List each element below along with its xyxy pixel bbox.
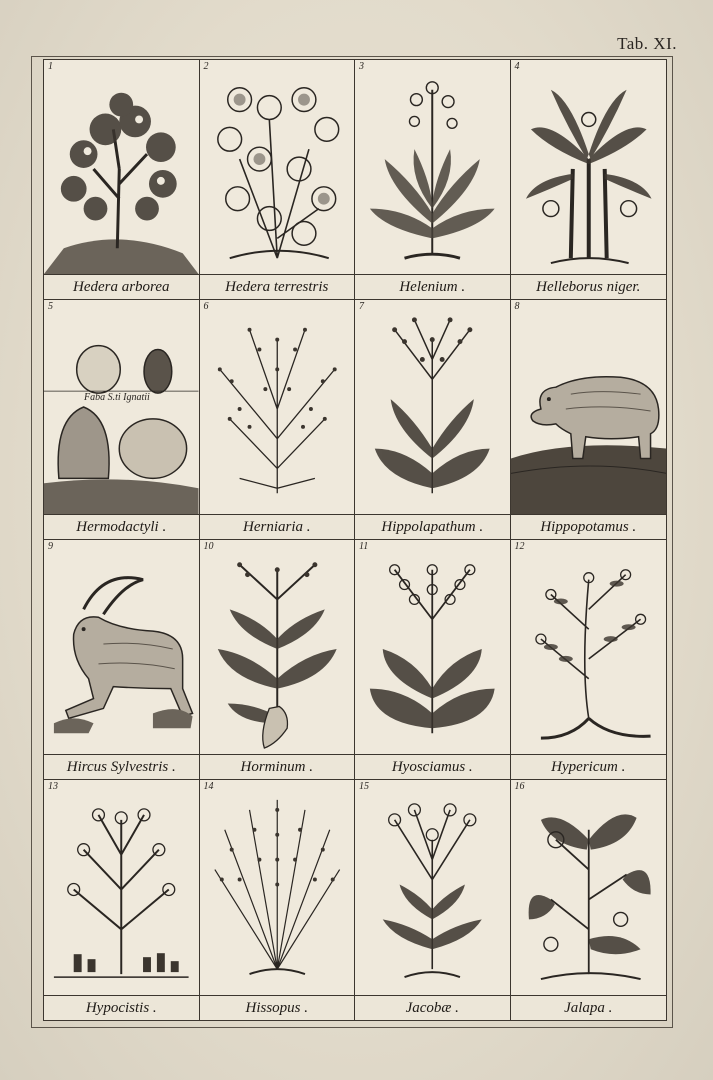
illustration-7 xyxy=(355,300,510,515)
engraving-grid xyxy=(43,59,667,1021)
cell-number: 7 xyxy=(359,301,364,312)
illustration-8 xyxy=(511,300,667,515)
cell-number: 16 xyxy=(514,781,525,792)
plate-cell-7 xyxy=(355,300,511,540)
hyssop-plant-icon xyxy=(200,780,355,995)
cell-number: 15 xyxy=(359,781,369,792)
illustration-6 xyxy=(200,300,355,515)
st-johns-wort-icon xyxy=(511,540,667,754)
illustration-2 xyxy=(200,60,355,275)
illustration-9 xyxy=(44,540,199,755)
plate-cell-6 xyxy=(200,300,356,540)
plate-cell-2 xyxy=(200,60,356,300)
plate-cell-3 xyxy=(355,60,511,300)
illustration-12 xyxy=(511,540,667,755)
illustration-15 xyxy=(355,780,510,996)
caption-6: Herniaria . xyxy=(200,515,355,539)
illustration-13 xyxy=(44,780,199,996)
plate-cell-9 xyxy=(44,540,200,780)
hippopotamus-icon xyxy=(511,300,667,514)
bushy-herb-icon xyxy=(200,300,355,514)
caption-2: Hedera terrestris xyxy=(200,275,355,299)
caption-10: Horminum . xyxy=(200,755,355,779)
illustration-3 xyxy=(355,60,510,275)
caption-3: Helenium . xyxy=(355,275,510,299)
cell-number: 6 xyxy=(203,301,209,312)
seed-inscription: Faba S.ti Ignatii xyxy=(84,392,150,403)
caption-14: Hissopus . xyxy=(200,996,355,1020)
illustration-5 xyxy=(44,300,199,515)
bulbs-seeds-icon xyxy=(44,300,199,514)
cell-number: 13 xyxy=(48,781,58,792)
plate-cell-13 xyxy=(44,780,200,1020)
illustration-10 xyxy=(200,540,355,755)
plate-cell-16 xyxy=(511,780,667,1020)
caption-13: Hypocistis . xyxy=(44,996,199,1020)
cell-number: 5 xyxy=(48,301,53,312)
plate-cell-1 xyxy=(44,60,200,300)
cell-number: 9 xyxy=(48,541,53,552)
cell-number: 8 xyxy=(514,301,520,312)
plate-cell-14 xyxy=(200,780,356,1020)
plate-cell-8 xyxy=(511,300,667,540)
dock-plant-icon xyxy=(355,300,510,514)
caption-8: Hippopotamus . xyxy=(511,515,667,539)
plate-cell-4 xyxy=(511,60,667,300)
plate-label: Tab. XI. xyxy=(617,34,677,53)
cell-number: 1 xyxy=(48,61,53,72)
caption-7: Hippolapathum . xyxy=(355,515,510,539)
leafy-plant-icon xyxy=(200,60,355,274)
caption-1: Hedera arborea xyxy=(44,275,199,299)
jalap-plant-icon xyxy=(511,780,667,995)
plate-cell-12 xyxy=(511,540,667,780)
cell-number: 10 xyxy=(203,541,214,552)
cell-number: 2 xyxy=(203,61,209,72)
caption-9: Hircus Sylvestris . xyxy=(44,755,199,779)
ibex-goat-icon xyxy=(44,540,199,754)
illustration-16 xyxy=(511,780,667,996)
henbane-plant-icon xyxy=(355,540,510,754)
tree-plant-icon xyxy=(44,60,199,274)
plate-cell-5 xyxy=(44,300,200,540)
plate-cell-10 xyxy=(200,540,356,780)
ragwort-plant-icon xyxy=(355,780,510,995)
cell-number: 11 xyxy=(359,541,369,552)
illustration-14 xyxy=(200,780,355,996)
cell-number: 4 xyxy=(514,61,520,72)
plate-cell-11 xyxy=(355,540,511,780)
illustration-4 xyxy=(511,60,667,275)
plate-cell-15 xyxy=(355,780,511,1020)
caption-16: Jalapa . xyxy=(511,996,667,1020)
illustration-1 xyxy=(44,60,199,275)
caption-12: Hypericum . xyxy=(511,755,667,779)
cell-number: 3 xyxy=(359,61,364,72)
caption-5: Hermodactyli . xyxy=(44,515,199,539)
hellebore-plant-icon xyxy=(511,60,667,274)
cell-number: 14 xyxy=(203,781,214,792)
cell-number: 12 xyxy=(514,541,525,552)
caption-15: Jacobæ . xyxy=(355,996,510,1020)
caption-4: Helleborus niger. xyxy=(511,275,667,299)
broadleaf-plant-icon xyxy=(355,60,510,274)
caption-11: Hyosciamus . xyxy=(355,755,510,779)
illustration-11 xyxy=(355,540,510,755)
clary-plant-icon xyxy=(200,540,355,754)
hypocistis-plant-icon xyxy=(44,780,199,995)
